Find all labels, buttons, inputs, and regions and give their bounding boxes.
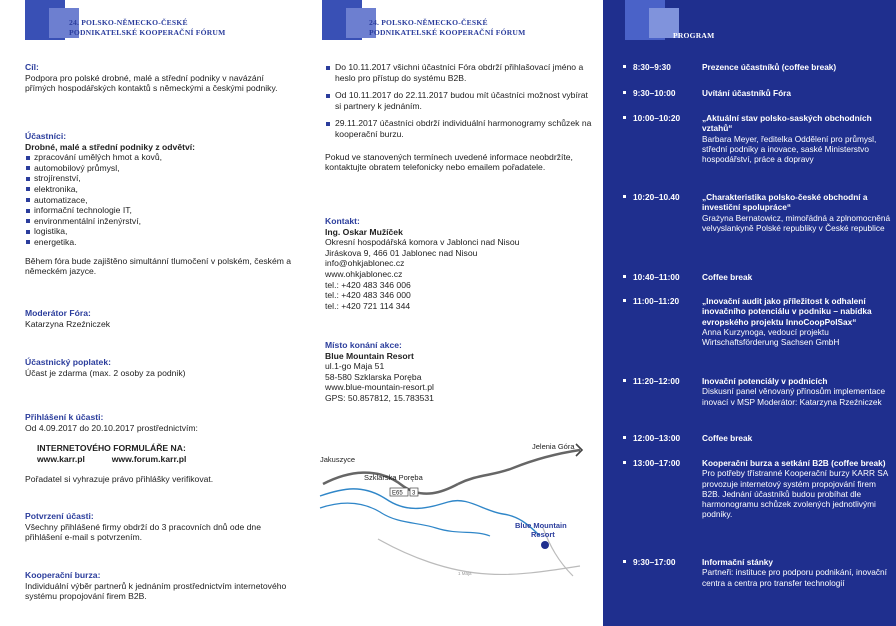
program-time: 11:20–12:00 bbox=[633, 376, 680, 386]
program-item-title: Kooperační burza a setkání B2B (coffee break) bbox=[702, 458, 886, 468]
program-content bbox=[702, 458, 894, 520]
contact-line[interactable]: www.ohkjablonec.cz bbox=[325, 268, 403, 279]
map-river-2 bbox=[320, 503, 490, 536]
industry-item: strojírenství, bbox=[25, 173, 295, 184]
road-label-e65: E65 bbox=[392, 490, 403, 497]
section-title: Moderátor Fóra: bbox=[25, 308, 91, 318]
section-note: Pokud ve stanovených termínech uvedené informace neobdržíte, kontaktujte obratem telefonicky nebo emailem pořadatele. bbox=[325, 151, 573, 173]
header-line1: 24. POLSKO-NĚMECKO-ČESKÉ bbox=[369, 18, 488, 27]
column-middle bbox=[300, 0, 602, 626]
section-note: Během fóra bude zajištěno simultánní tlumočení v polském, českém a německém jazyce. bbox=[25, 255, 292, 277]
timeline-item: Od 10.11.2017 do 22.11.2017 budou mít účastníci možnost vybírat si partnery k jednáním. bbox=[325, 90, 595, 111]
program-item-title: Coffee break bbox=[702, 272, 753, 282]
venue-line[interactable]: www.blue-mountain-resort.pl bbox=[325, 382, 434, 393]
program-item-body: Anna Kurzynoga, vedoucí projektu Wirtschaftsförderung Sachsen GmbH bbox=[702, 326, 840, 348]
contact-lines bbox=[325, 237, 595, 311]
program-item-title: Prezence účastníků (coffee break) bbox=[702, 62, 837, 72]
contact-line: Jiráskova 9, 466 01 Jablonec nad Nisou bbox=[325, 247, 478, 258]
bullet-icon bbox=[623, 461, 626, 464]
map-river bbox=[320, 489, 540, 536]
map-label-jelenia: Jelenia Góra bbox=[532, 442, 575, 451]
section-ucastnici bbox=[25, 131, 295, 277]
industry-item: environmentální inženýrství, bbox=[25, 216, 295, 227]
program-content bbox=[702, 296, 894, 347]
contact-line: tel.: +420 483 346 006 bbox=[325, 279, 411, 290]
section-title: Místo konání akce: bbox=[325, 340, 402, 350]
section-body: Katarzyna Rzeźniczek bbox=[25, 318, 111, 329]
section-title: Účastnický poplatek: bbox=[25, 357, 111, 367]
section-title: Účastníci: bbox=[25, 131, 67, 141]
industry-item: zpracování umělých hmot a kovů, bbox=[25, 152, 295, 163]
section-potvrzeni bbox=[25, 511, 295, 543]
column-left bbox=[0, 0, 300, 626]
section-body: Individuální výběr partnerů k jednáním prostřednictvím internetového systému propojování firem B2B. bbox=[25, 580, 287, 602]
bullet-icon bbox=[623, 560, 626, 563]
program-time: 9:30–17:00 bbox=[633, 557, 676, 567]
section-moderator bbox=[25, 308, 295, 329]
bullet-icon bbox=[623, 65, 626, 68]
venue-line: 58-580 Szklarska Poręba bbox=[325, 371, 422, 382]
program-content bbox=[702, 272, 894, 282]
header-line2: PODNIKATELSKÉ KOOPERAČNÍ FÓRUM bbox=[69, 28, 226, 37]
program-content bbox=[702, 88, 894, 98]
section-prihlaseni bbox=[25, 412, 295, 485]
bullet-icon bbox=[623, 116, 626, 119]
form-label: INTERNETOVÉHO FORMULÁŘE NA: bbox=[37, 443, 186, 454]
industry-item: energetika. bbox=[25, 237, 295, 248]
section-body: Podpora pro polské drobné, malé a střední podniky v navázání přímých hospodářských kontaktů s německými a českými podniky. bbox=[25, 72, 278, 94]
program-content bbox=[702, 192, 894, 233]
section-body: Účast je zdarma (max. 2 osoby za podnik) bbox=[25, 367, 186, 378]
header-title bbox=[369, 18, 525, 38]
map-label-resort-2: Resort bbox=[531, 530, 555, 539]
program-content bbox=[702, 113, 894, 164]
bullet-icon bbox=[623, 379, 626, 382]
timeline-item: 29.11.2017 účastníci obdrží individuální harmonogramy schůzek na kooperační burzu. bbox=[325, 118, 595, 139]
program-time: 10:20–10.40 bbox=[633, 192, 680, 202]
program-item-body: Partneři: instituce pro podporu podnikání, inovační centra a centra pro transfer technologií bbox=[702, 567, 887, 588]
program-item-body: Grażyna Bernatowicz, mimořádná a zplnomocněná velvyslankyně Polské republiky v České republice bbox=[702, 212, 891, 233]
venue-line: GPS: 50.857812, 15.783531 bbox=[325, 392, 434, 403]
industry-item: logistika, bbox=[25, 226, 295, 237]
section-timeline bbox=[325, 62, 595, 173]
industry-item: elektronika, bbox=[25, 184, 295, 195]
program-item-title: Coffee break bbox=[702, 433, 753, 443]
resort-location-marker bbox=[541, 541, 549, 549]
map-label-jakuszyce: Jakuszyce bbox=[320, 455, 356, 464]
program-item-title: „Aktuální stav polsko-saských obchodních vztahů“ bbox=[702, 113, 872, 134]
program-item-body: Diskusní panel věnovaný přínosům implementace inovací v MSP Moderátor: Katarzyna Rzeźniczek bbox=[702, 386, 886, 407]
contact-line: tel.: +420 721 114 344 bbox=[325, 300, 411, 311]
program-item-title: Informační stánky bbox=[702, 557, 774, 567]
program-time: 10:00–10:20 bbox=[633, 113, 681, 123]
header-line1: 24. POLSKO-NĚMECKO-ČESKÉ bbox=[69, 18, 188, 27]
bullet-icon bbox=[623, 275, 626, 278]
program-time: 9:30–10:00 bbox=[633, 88, 676, 98]
section-title: Kontakt: bbox=[325, 216, 360, 226]
bullet-icon bbox=[623, 91, 626, 94]
venue-name: Blue Mountain Resort bbox=[325, 350, 414, 361]
program-item-body: Pro potřeby třístranné Kooperační burzy KARR SA provozuje internetový systém propojování firem B2B. Jednání účastníků budou probíhat dle harmonogramu schůzek zvolených jednotlivými podniky. bbox=[702, 468, 888, 520]
section-misto bbox=[325, 340, 595, 404]
timeline-item: Do 10.11.2017 všichni účastníci Fóra obdrží přihlašovací jméno a heslo pro přístup do systému B2B. bbox=[325, 62, 595, 83]
bullet-icon bbox=[623, 436, 626, 439]
program-time: 8:30–9:30 bbox=[633, 62, 671, 72]
section-kooperacni bbox=[25, 570, 295, 602]
header-title bbox=[69, 18, 225, 38]
header-line2: PODNIKATELSKÉ KOOPERAČNÍ FÓRUM bbox=[369, 28, 526, 37]
program-item-title: „Inovační audit jako příležitost k odhalení inovačního potenciálu v podniku – nabídka evropského projektu InnoCoopPolSax“ bbox=[702, 296, 872, 327]
program-time: 10:40–11:00 bbox=[633, 272, 680, 282]
section-title: Cíl: bbox=[25, 62, 39, 72]
section-kontakt bbox=[325, 216, 595, 311]
location-map bbox=[318, 436, 586, 586]
contact-line[interactable]: info@ohkjablonec.cz bbox=[325, 258, 405, 269]
section-note: Pořadatel si vyhrazuje právo přihlášky verifikovat. bbox=[25, 474, 214, 485]
program-time: 11:00–11:20 bbox=[633, 296, 680, 306]
contact-line: tel.: +420 483 346 000 bbox=[325, 290, 411, 301]
program-content bbox=[702, 433, 894, 443]
link-karr[interactable]: www.karr.pl bbox=[37, 453, 85, 464]
program-item-body: Barbara Meyer, ředitelka Oddělení pro průmysl, střední podniky a inovace, saské Ministerstvo hospodářství, práce a dopravy bbox=[702, 133, 877, 165]
section-body: Od 4.09.2017 do 20.10.2017 prostřednictvím: bbox=[25, 422, 198, 433]
venue-lines bbox=[325, 361, 595, 403]
program-time: 13:00–17:00 bbox=[633, 458, 681, 468]
industry-item: automatizace, bbox=[25, 195, 295, 206]
section-title: Potvrzení účasti: bbox=[25, 511, 94, 521]
program-item-title: Uvítání účastníků Fóra bbox=[702, 88, 791, 98]
industry-item: automobilový průmysl, bbox=[25, 163, 295, 174]
bullet-icon bbox=[623, 299, 626, 302]
map-label-resort-1: Blue Mountain bbox=[515, 521, 567, 530]
section-subtitle: Drobné, malé a střední podniky z odvětví: bbox=[25, 141, 195, 152]
link-forum-karr[interactable]: www.forum.karr.pl bbox=[111, 453, 187, 464]
map-road-east bbox=[458, 450, 580, 484]
section-poplatek bbox=[25, 357, 295, 378]
program-title: PROGRAM bbox=[673, 31, 715, 40]
timeline-list bbox=[325, 62, 595, 140]
map-label-small: 1 Maja bbox=[458, 571, 472, 576]
column-program bbox=[603, 0, 896, 626]
venue-line: ul.1-go Maja 51 bbox=[325, 361, 385, 372]
industry-item: informační technologie IT, bbox=[25, 205, 295, 216]
contact-name: Ing. Oskar Mužíček bbox=[325, 226, 403, 237]
map-label-szklarska: Szklarska Poręba bbox=[364, 473, 423, 482]
program-content bbox=[702, 557, 894, 588]
section-title: Kooperační burza: bbox=[25, 570, 101, 580]
program-time: 12:00–13:00 bbox=[633, 433, 681, 443]
section-body: Všechny přihlášené firmy obdrží do 3 pracovních dnů ode dne přihlášení e-mail s potvrzením. bbox=[25, 521, 261, 543]
program-item-title: „Charakteristika polsko-české obchodní a investiční spolupráce“ bbox=[702, 192, 868, 213]
contact-line: Okresní hospodářská komora v Jablonci nad Nisou bbox=[325, 237, 520, 248]
program-item-title: Inovační potenciály v podnicích bbox=[702, 376, 828, 386]
section-cil bbox=[25, 62, 295, 94]
section-title: Přihlášení k účasti: bbox=[25, 412, 104, 422]
program-content bbox=[702, 62, 894, 72]
program-content bbox=[702, 376, 894, 407]
industry-list bbox=[25, 152, 295, 247]
road-label-3: 3 bbox=[412, 490, 416, 497]
bullet-icon bbox=[623, 195, 626, 198]
